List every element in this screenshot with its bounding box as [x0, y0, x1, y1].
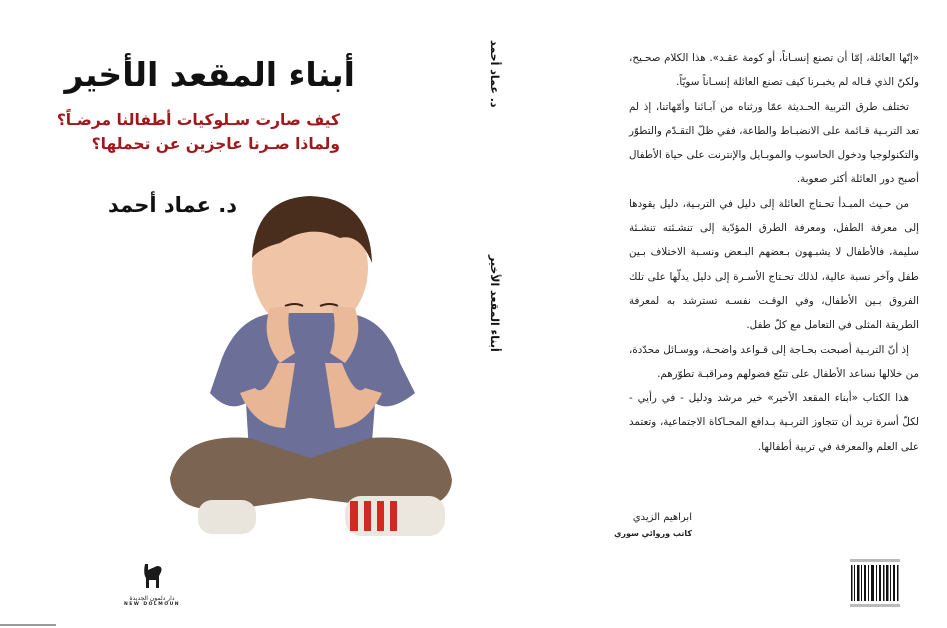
blurb-paragraph: «إنّها العائلة، إمّا أن تصنع إنسـاناً، أو كومة عقـد». هذا الكلام صحـيح، ولكنّ الذي قـاله لم يخبـرنا كيف تصنع العائلة إنسـاناً سويّاً.	[629, 52, 919, 89]
front-cover	[0, 0, 470, 628]
blurb-paragraph: هذا الكتاب «أبناء المقعد الأخير» خير مرشد ودليل - في رأيي - لكلّ أسرة تريد أن تتجاوز التربـية بـدافع المحـاكاة الاجتماعية، وتعتمد على العلم والمعرفة في تربية أطفالها.	[629, 392, 919, 453]
blurb-paragraph: من حـيث المبـدأ تحـتاج العائلة إلى دليل في التربـية، دليل يقودها إلى معرفة الطفل، ومعرفة الطرق المؤدّية إلى تنشـئته تنشـئة سليمة، فالأطفال لا يشبـهون بـعضهم البـعض ونسـبة الاختلاف بـين طفل وآخر نسبة عالية، لذلك تحـتاج الأسـرة إلى دليل يدلّها على تلك الفروق بـين الأطفال، وفي الوقـت نفسـه تسترشد به لمعرفة الطريقة المثلى في التعامل مع كلّ طفل.	[629, 197, 919, 332]
blurb-paragraph: إذ أنّ التربـية أصبحت بحـاجة إلى قـواعد واضحـة، ووسـائل محدّدة، من خلالها نساعد الأطفال على تتبّع فضولهم ومراقبـة تطوّرهم.	[629, 343, 919, 380]
spine-title: أبناء المقعد الأخير	[488, 255, 501, 352]
publisher-logo	[122, 562, 182, 607]
author-name: د. عماد أحمد	[107, 193, 237, 217]
blurb-paragraph: تختلف طرق التربية الحـديثة عمّا ورثناه من آبـائنا وأمّهاتنا، إذ لم تعد التربـية قـائمة على الانضبـاط والطاعة، ففي ظلّ التقـدّم والتطوّر والتكنولوجيا ودخول الحاسوب والموبـايل والإنترنت على حياة الأطفال أصبح دور العائلة أكثر صعوبة.	[629, 100, 919, 186]
subtitle-line: ولماذا صـرنا عاجزين عن تحملها؟	[91, 135, 340, 153]
publisher-name-english: NEW DOLMOUN	[123, 602, 181, 607]
winged-bull-logo-icon	[137, 562, 167, 590]
subtitle-line: كيف صارت سـلوكيات أطفالنا مرضـاً؟	[56, 111, 340, 129]
bottom-rule-divider	[0, 624, 56, 626]
book-title: أبناء المقعد الأخير	[64, 55, 355, 94]
publisher-name-arabic: دار دلمون الجديدة	[129, 595, 175, 602]
child-photo	[160, 188, 460, 548]
back-cover-blurb	[629, 46, 919, 459]
signature-role: كاتب وروائي سوري	[614, 529, 692, 538]
blurb-signature	[614, 512, 692, 538]
spine-author: د. عماد أحمد	[488, 40, 501, 108]
book-subtitle	[57, 108, 340, 156]
isbn-barcode-icon	[848, 558, 904, 610]
signature-name: ابراهيم الزيدي	[632, 512, 692, 523]
